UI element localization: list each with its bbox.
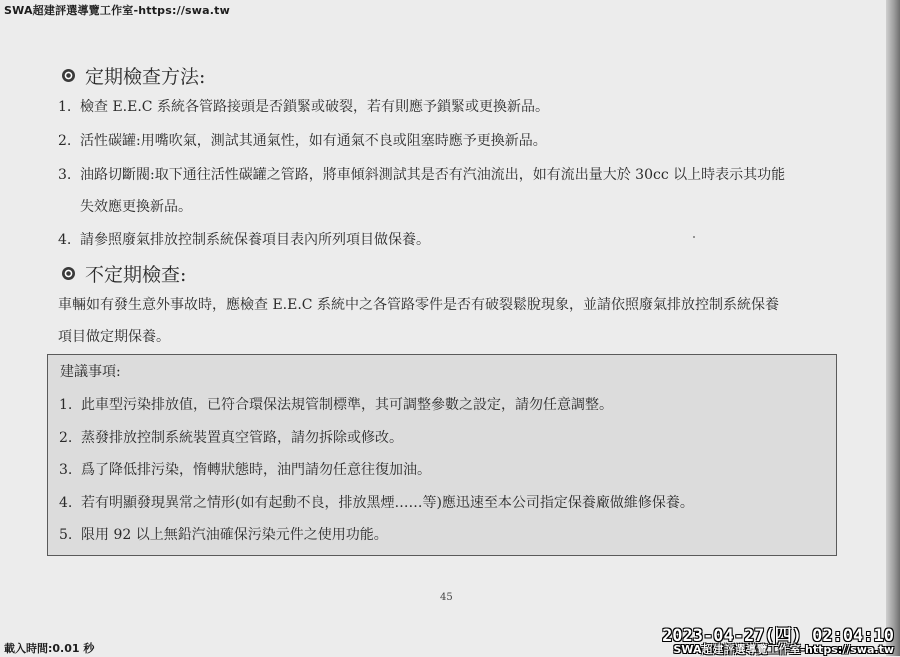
- section-heading-periodic: [62, 62, 205, 89]
- advice-item-text: 爲了降低排污染，惰轉狀態時，油門請勿任意往復加油。: [81, 462, 431, 478]
- advice-item-number: 3.: [59, 462, 73, 478]
- advice-item-number: 1.: [59, 397, 73, 413]
- list-item-text: 檢查 E.E.C 系統各管路接頭是否鎖緊或破裂，若有則應予鎖緊或更換新品。: [80, 99, 549, 115]
- scan-speck: [693, 236, 695, 238]
- list-item: [58, 131, 547, 151]
- advice-item-number: 4.: [59, 495, 73, 511]
- paragraph-line: 車輛如有發生意外事故時，應檢查 E.E.C 系統中之各管路零件是否有破裂鬆脫現象，並請依照廢氣排放控制系統保養: [58, 297, 779, 313]
- advice-item: [59, 493, 694, 513]
- list-item-number: 2.: [58, 133, 72, 149]
- advice-item: [59, 460, 431, 480]
- list-item-text: 活性碳罐:用嘴吹氣，測試其通氣性，如有通氣不良或阻塞時應予更換新品。: [80, 133, 547, 149]
- list-item: [58, 165, 785, 185]
- list-item-number: 1.: [58, 99, 72, 115]
- advice-item-text: 蒸發排放控制系統裝置真空管路，請勿拆除或修改。: [81, 430, 403, 446]
- advice-item-number: 2.: [59, 430, 73, 446]
- section-heading-label: 不定期檢查:: [85, 264, 187, 286]
- advice-item: [59, 525, 388, 545]
- advice-item-number: 5.: [59, 527, 73, 543]
- list-item: [58, 230, 430, 250]
- list-item-continuation: 失效應更換新品。: [80, 199, 192, 215]
- list-item-number: 4.: [58, 232, 72, 248]
- page-edge-shadow: [886, 0, 900, 656]
- advice-title: 建議事項:: [60, 364, 121, 380]
- section-heading-label: 定期檢查方法:: [85, 66, 206, 88]
- circle-bullet-icon: [62, 267, 75, 280]
- circle-bullet-icon: [62, 69, 75, 82]
- list-item-text: 請參照廢氣排放控制系統保養項目表內所列項目做保養。: [80, 232, 430, 248]
- advice-item-text: 限用 92 以上無鉛汽油確保污染元件之使用功能。: [81, 527, 388, 543]
- list-item-text: 油路切斷閥:取下通往活性碳罐之管路，將車傾斜測試其是否有汽油流出，如有流出量大於 30cc 以上時表示其功能: [80, 167, 786, 183]
- list-item: [58, 97, 549, 117]
- watermark-header: SWA超建評選導覽工作室-https://swa.tw: [4, 4, 230, 17]
- advice-item-text: 若有明顯發現異常之情形(如有起動不良，排放黑煙……等)應迅速至本公司指定保養廠做維修保養。: [81, 495, 694, 511]
- list-item-number: 3.: [58, 167, 72, 183]
- paragraph-line: 項目做定期保養。: [58, 329, 170, 345]
- advice-item-text: 此車型污染排放值，已符合環保法規管制標準，其可調整參數之設定，請勿任意調整。: [81, 397, 613, 413]
- page-number: 45: [440, 592, 453, 603]
- advice-box: [47, 354, 837, 556]
- advice-item: [59, 428, 403, 448]
- timestamp-overlay: 2023-04-27(四) 02:04:10: [662, 626, 894, 646]
- watermark-footer: SWA超建評選導覽工作室-https://swa.tw: [673, 643, 894, 656]
- advice-item: [59, 395, 613, 415]
- section-heading-irregular: [62, 260, 186, 287]
- load-time-label: 載入時間:0.01 秒: [4, 642, 95, 655]
